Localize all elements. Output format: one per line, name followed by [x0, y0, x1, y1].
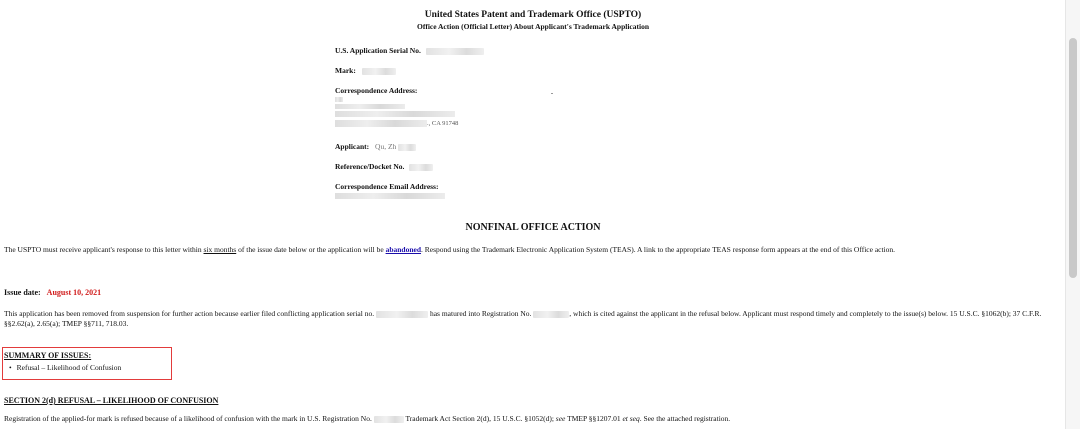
nonfinal-title: NONFINAL OFFICE ACTION	[465, 222, 601, 233]
section2-heading: SECTION 2(d) REFUSAL – LIKELIHOOD OF CONFUSION	[4, 396, 219, 405]
intro-text-3: . Respond using the Trademark Electronic Application System (TEAS). A link to the appropriate TEAS response form appears at the end of this Office action.	[421, 245, 896, 254]
redacted-address-line-4	[335, 120, 427, 127]
docket-field	[335, 162, 433, 171]
suspension-text-1: This application has been removed from suspension for further action because earlier filed conflicting application serial no.	[4, 309, 376, 318]
header-subtitle: Office Action (Official Letter) About Applicant's Trademark Application	[416, 22, 649, 31]
section2-see: see	[555, 414, 566, 423]
issue-date-label: Issue date:	[4, 288, 41, 297]
serial-field	[335, 46, 484, 55]
summary-heading: SUMMARY OF ISSUES:	[4, 351, 92, 360]
section2-paragraph	[4, 414, 1064, 423]
address-label: Correspondence Address:	[335, 86, 418, 95]
intro-paragraph	[4, 245, 1064, 255]
suspension-paragraph	[4, 309, 1064, 329]
email-label: Correspondence Email Address:	[335, 182, 439, 191]
vertical-scrollbar[interactable]	[1065, 0, 1080, 429]
mark-label: Mark:	[335, 66, 356, 75]
applicant-label: Applicant:	[335, 142, 370, 151]
summary-item-text: Refusal – Likelihood of Confusion	[16, 363, 122, 372]
redacted-mark	[362, 68, 396, 75]
intro-text-2: of the issue date below or the application will be	[236, 245, 386, 254]
mark-field	[335, 66, 396, 75]
summary-list-item	[9, 363, 121, 372]
redacted-docket	[409, 164, 433, 171]
section2-text-3: TMEP §§1207.01	[565, 414, 623, 423]
redacted-email	[335, 193, 445, 199]
suspension-text-2: has matured into Registration No.	[429, 309, 534, 318]
address-fragment: ., CA 91748	[427, 120, 459, 127]
redacted-serial-no	[376, 311, 428, 318]
section2-etseq: et seq	[622, 414, 640, 423]
issue-date-value: August 10, 2021	[46, 288, 102, 297]
redacted-applicant	[398, 144, 416, 151]
applicant-field	[335, 142, 416, 151]
intro-text-1: The USPTO must receive applicant's response to this letter within	[4, 245, 204, 254]
suspension-text-3: , which is cited against the applicant in the refusal below. Applicant must respond timely and completely to the issue(s) below. 15 U.S.C. §1062(b); 37 C.F.R. §§2.62(a), 2.65(a); TMEP §§711, 718.03.	[4, 309, 1042, 328]
stray-mark	[551, 93, 553, 94]
abandoned-link[interactable]: abandoned	[385, 245, 422, 254]
scrollbar-thumb[interactable]	[1069, 38, 1077, 278]
header-title: United States Patent and Trademark Office (USPTO)	[424, 10, 642, 20]
redacted-address-line-3	[335, 111, 455, 117]
section2-text-1: Registration of the applied-for mark is refused because of a likelihood of confusion with the mark in U.S. Registration No.	[4, 414, 374, 423]
redacted-registration-no-2	[374, 416, 404, 423]
bullet-icon: •	[9, 363, 12, 372]
redacted-address-line-2	[335, 104, 405, 109]
issue-date-row	[4, 288, 101, 297]
serial-label: U.S. Application Serial No.	[335, 46, 421, 55]
redacted-address-line-1	[335, 97, 343, 102]
docket-label: Reference/Docket No.	[335, 162, 405, 171]
redacted-registration-no	[533, 311, 569, 318]
applicant-fragment: Qu, Zh	[375, 142, 397, 151]
deadline-text: six months	[203, 245, 237, 254]
redacted-serial	[426, 48, 484, 55]
section2-text-4: . See the attached registration.	[639, 414, 731, 423]
section2-text-2: Trademark Act Section 2(d), 15 U.S.C. §1052(d);	[403, 414, 556, 423]
